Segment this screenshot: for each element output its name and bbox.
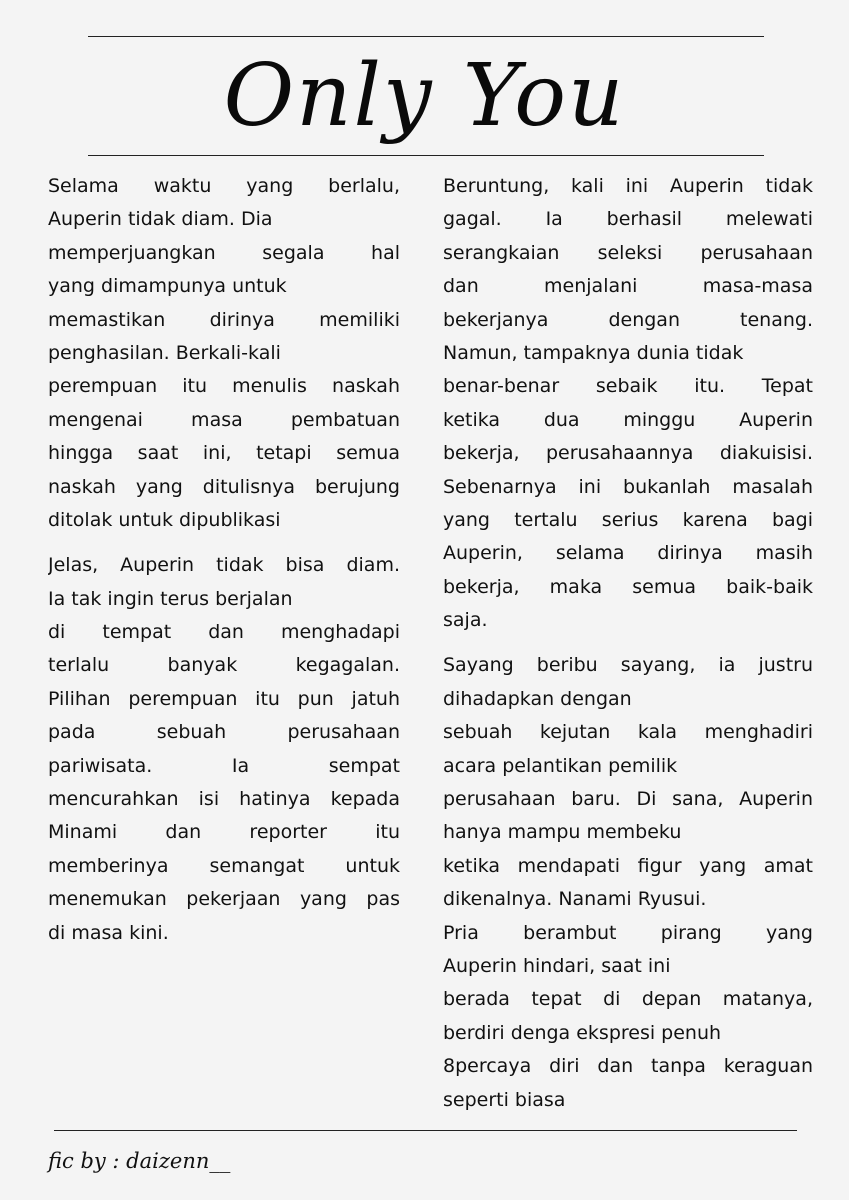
text-line: berada tepat di depan matanya,	[443, 988, 813, 1011]
text-line: perempuan itu menulis naskah	[48, 375, 400, 398]
text-line: Minami dan reporter itu	[48, 821, 400, 844]
text-line: dihadapkan dengan	[443, 687, 632, 710]
text-line: ketika dua minggu Auperin	[443, 408, 813, 431]
footer-rule	[54, 1130, 797, 1131]
text-line: di tempat dan menghadapi	[48, 621, 400, 644]
text-line: penghasilan. Berkali-kali	[48, 341, 281, 364]
text-line: ketika mendapati figur yang amat	[443, 854, 813, 877]
text-line: bekerja, maka semua baik-baik	[443, 575, 813, 598]
page-title: Only You	[223, 46, 626, 146]
text-line: mencurahkan isi hatinya kepada	[48, 788, 400, 811]
text-line: bekerjanya dengan tenang.	[443, 308, 813, 331]
text-line: berdiri denga ekspresi penuh	[443, 1021, 722, 1044]
text-line: bekerja, perusahaannya diakuisisi.	[443, 442, 813, 465]
text-line: Auperin hindari, saat ini	[443, 954, 671, 977]
text-line: di masa kini.	[48, 921, 169, 944]
text-line: pada sebuah perusahaan	[48, 721, 400, 744]
text-line: memperjuangkan segala hal	[48, 241, 400, 264]
text-line: naskah yang ditulisnya berujung	[48, 475, 400, 498]
text-line: dan menjalani masa-masa	[443, 275, 813, 298]
right-text-column	[443, 170, 813, 1117]
text-line: Pilihan perempuan itu pun jatuh	[48, 687, 400, 710]
left-text-column	[48, 170, 400, 950]
text-line: acara pelantikan pemilik	[443, 754, 678, 777]
text-line: benar-benar sebaik itu. Tepat	[443, 375, 813, 398]
text-line: yang dimampunya untuk	[48, 275, 287, 298]
text-line: perusahaan baru. Di sana, Auperin	[443, 788, 813, 811]
title-bottom-rule	[88, 155, 764, 156]
text-line: Namun, tampaknya dunia tidak	[443, 341, 744, 364]
text-line: memberinya semangat untuk	[48, 854, 400, 877]
text-line: Ia tak ingin terus berjalan	[48, 587, 293, 610]
text-line: Pria berambut pirang yang	[443, 921, 813, 944]
text-line: saja.	[443, 609, 488, 632]
paragraph	[443, 649, 813, 1116]
text-line: Auperin, selama dirinya masih	[443, 542, 813, 565]
text-line: hanya mampu membeku	[443, 821, 682, 844]
text-line: Beruntung, kali ini Auperin tidak	[443, 175, 813, 197]
paragraph	[48, 170, 400, 537]
text-line: dikenalnya. Nanami Ryusui.	[443, 888, 707, 911]
text-line: Sayang beribu sayang, ia justru	[443, 654, 813, 677]
text-line: gagal. Ia berhasil melewati	[443, 208, 813, 231]
text-line: yang tertalu serius karena bagi	[443, 508, 813, 531]
paragraph	[48, 549, 400, 950]
text-line: Sebenarnya ini bukanlah masalah	[443, 475, 813, 498]
text-line: ditolak untuk dipublikasi	[48, 508, 281, 531]
text-line: hingga saat ini, tetapi semua	[48, 442, 400, 465]
text-line: seperti biasa	[443, 1088, 566, 1111]
text-line: Auperin tidak diam. Dia	[48, 208, 273, 231]
text-line: terlalu banyak kegagalan.	[48, 654, 400, 677]
text-line: Selama waktu yang berlalu,	[48, 175, 400, 197]
text-line: 8percaya diri dan tanpa keraguan	[443, 1055, 813, 1078]
text-line: sebuah kejutan kala menghadiri	[443, 721, 813, 744]
text-line: serangkaian seleksi perusahaan	[443, 241, 813, 264]
text-line: Jelas, Auperin tidak bisa diam.	[48, 554, 400, 577]
text-line: memastikan dirinya memiliki	[48, 308, 400, 331]
text-line: mengenai masa pembatuan	[48, 408, 400, 431]
text-line: menemukan pekerjaan yang pas	[48, 888, 400, 911]
paragraph	[443, 170, 813, 637]
author-credit: fic by : daizenn__	[48, 1149, 231, 1173]
text-line: pariwisata. Ia sempat	[48, 754, 400, 777]
